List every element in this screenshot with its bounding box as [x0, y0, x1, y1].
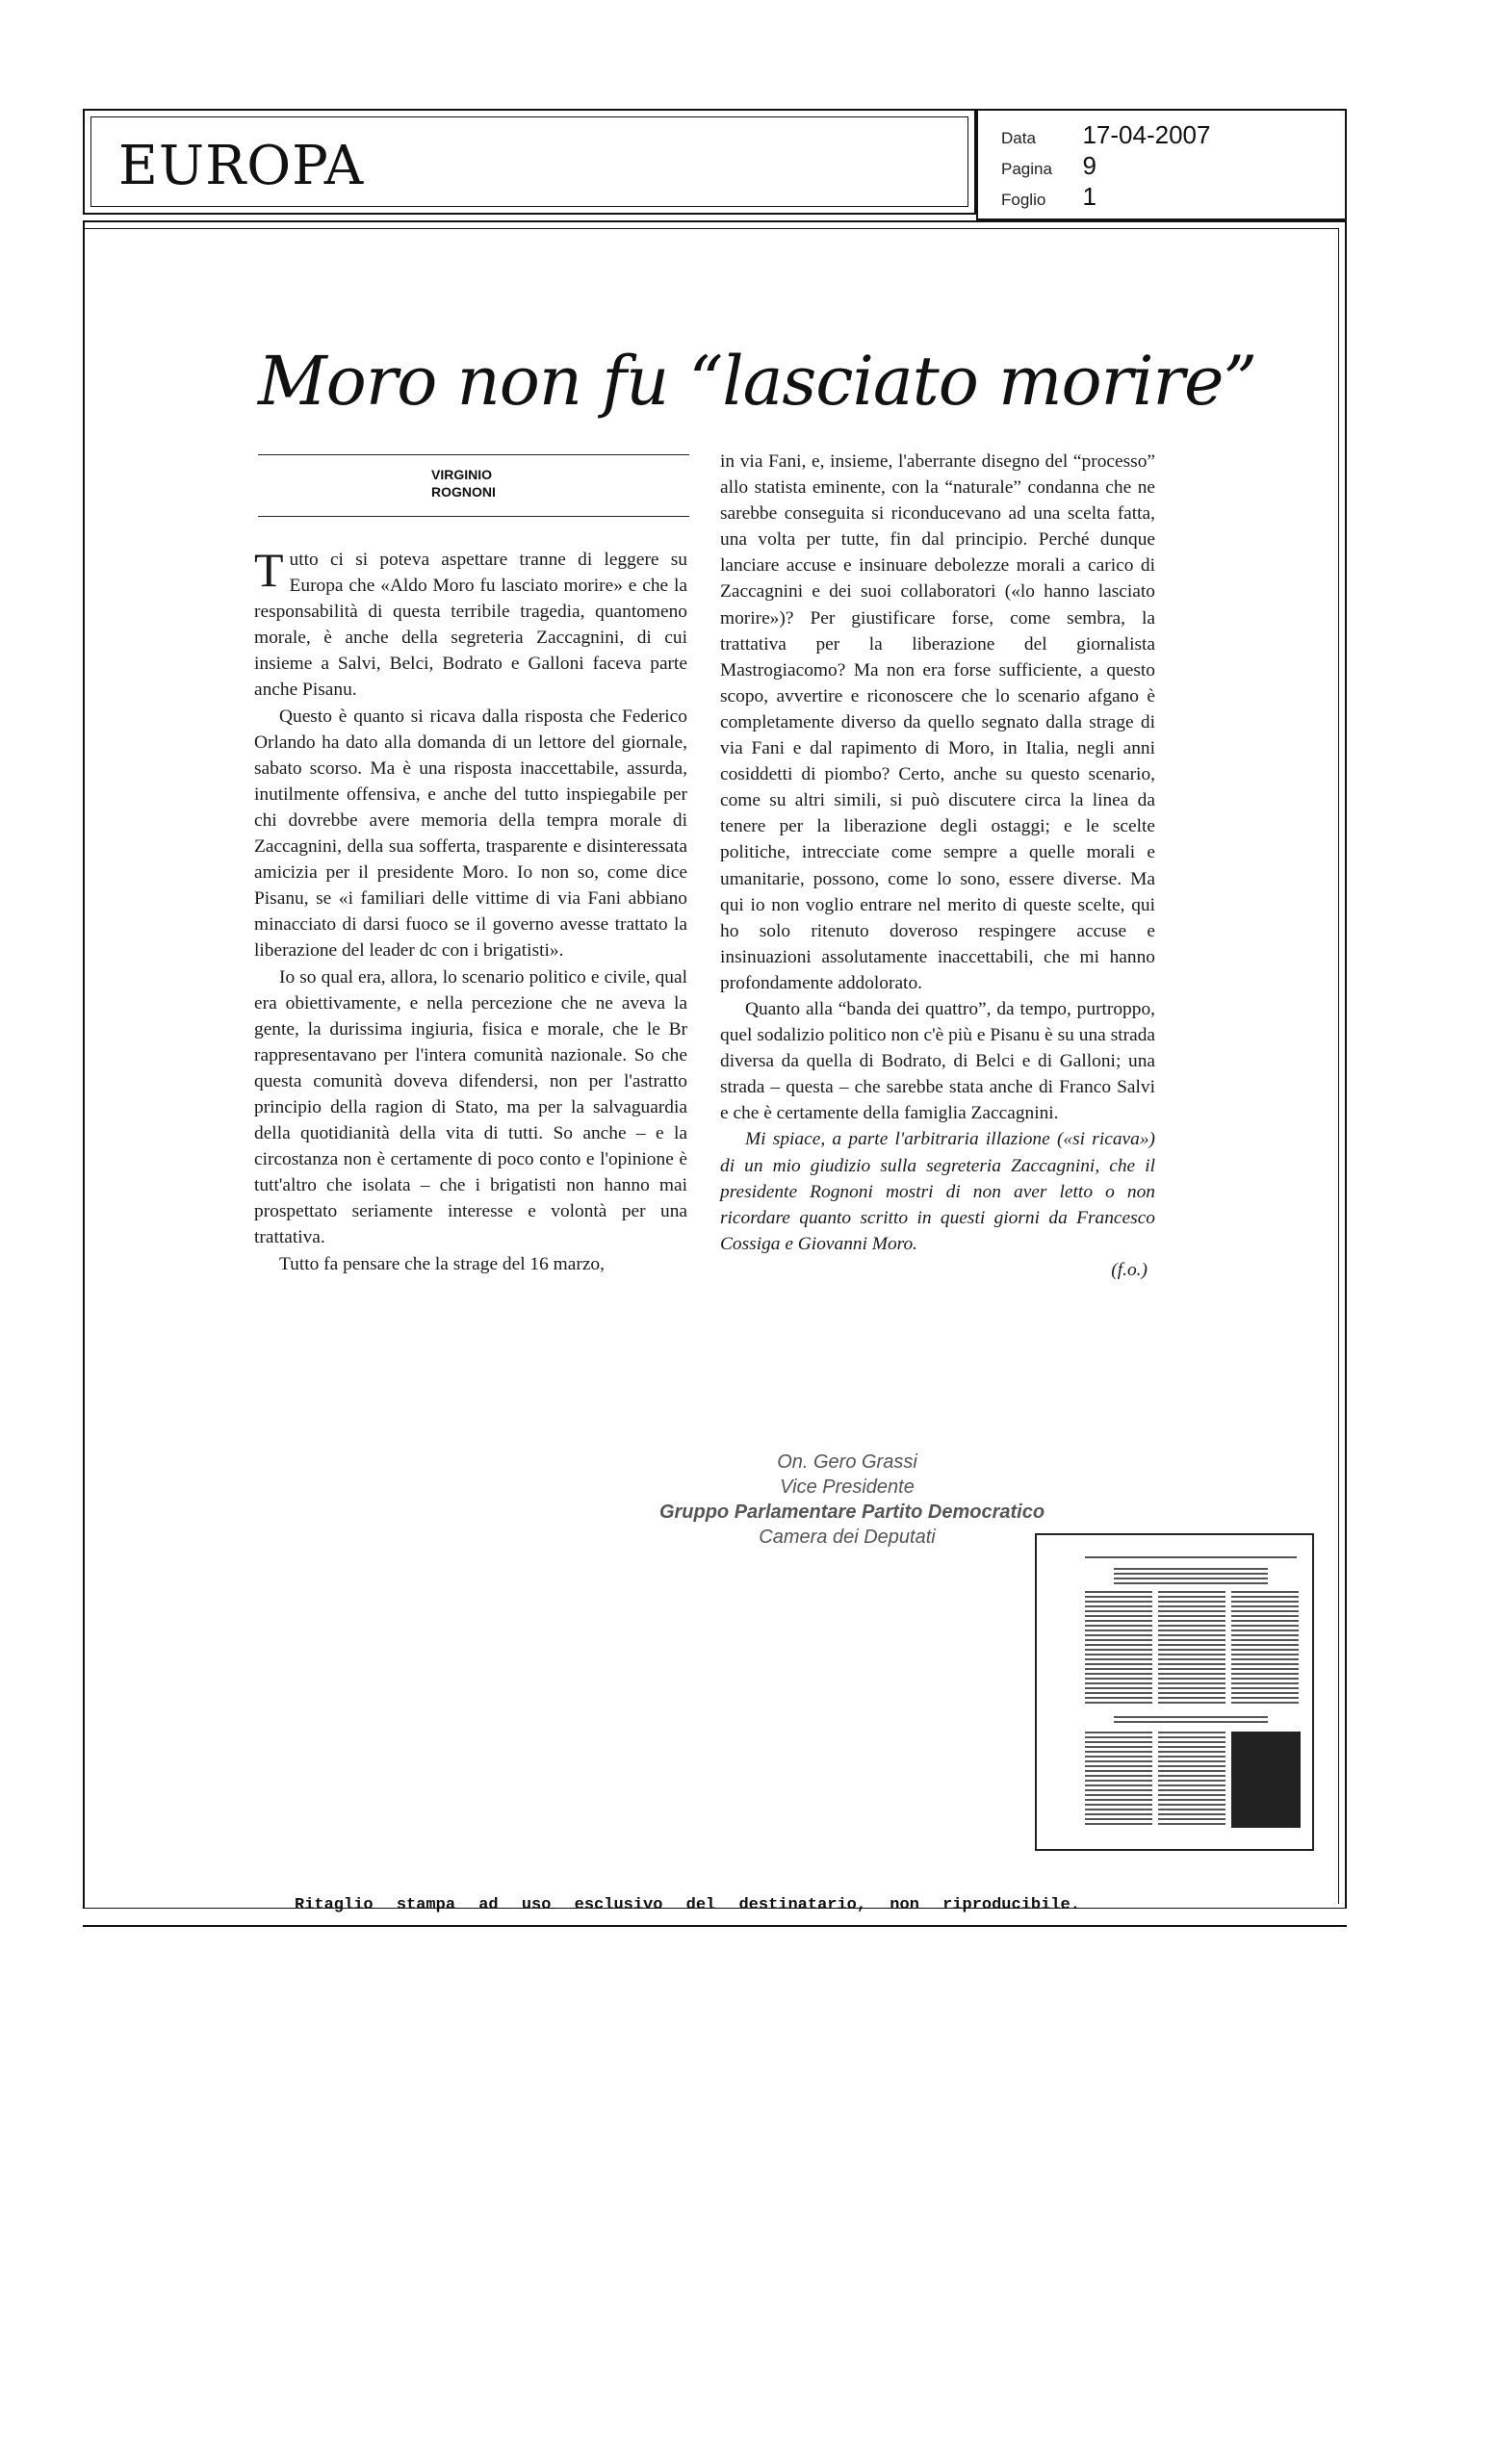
- byline-rule-bottom: [258, 516, 689, 517]
- meta-sheet-label: Foglio: [1001, 191, 1046, 209]
- paragraph-4: Tutto fa pensare che la strage del 16 marzo,: [279, 1253, 605, 1274]
- publication-header: [83, 109, 976, 215]
- meta-box: [976, 109, 1347, 220]
- footer-notice: Ritaglio stampa ad uso esclusivo del destinatario, non riproducibile.: [295, 1896, 1080, 1914]
- editor-note: Mi spiace, a parte l'arbitraria illazione («si ricava») di un mio giudizio sulla segreteria Zaccagnini, che il presidente Rognoni mostri di non aver letto o non ricordare quanto scritto in questi giorni da Francesco Cossiga e Giovanni Moro.: [720, 1129, 1155, 1254]
- byline-rule-top: [258, 454, 689, 455]
- thumb-title: [1114, 1568, 1268, 1585]
- thumb-col-3: [1231, 1591, 1299, 1707]
- paragraph-3: Io so qual era, allora, lo scenario politico e civile, qual era obiettivamente, e nella percezione che ne aveva la gente, la durissima ingiuria, fisica e morale, che le Br rappresentavano per l'intera comunità nazionale. So che questa comunità doveva difendersi, non per l'astratto principio della ragion di Stato, ma per la salvaguardia della quotidianità della vita di tutti. So anche – e la circostanza non è certamente di poco conto e l'opinione è tutt'altro che isolata – che i brigatisti non hanno mai prospettato seriamente interesse e volontà per una trattativa.: [254, 966, 687, 1248]
- byline-last-name: ROGNONI: [431, 484, 496, 500]
- signature-name: On. Gero Grassi: [777, 1451, 917, 1473]
- meta-date-label: Data: [1001, 129, 1036, 147]
- paragraph-2: Questo è quanto si ricava dalla risposta che Federico Orlando ha dato alla domanda di un lettore del giornale, sabato scorso. Ma è una risposta inaccettabile, assurda, inutilmente offensiva, e anche del tutto inspiegabile per chi dovrebbe avere memoria della tempra morale di Zaccagnini, della sua sofferta, trasparente e disinteressata amicizia per il presidente Moro. Io non so, come dice Pisanu, se «i familiari delle vittime di via Fani abbiano minacciato di darsi fuoco se il governo avesse trattato la liberazione del leader dc con i brigatisti».: [254, 706, 687, 962]
- thumb-dark-box: [1231, 1732, 1301, 1828]
- meta-sheet: [1001, 182, 1096, 212]
- signature-group: Gruppo Parlamentare Partito Democratico: [658, 1502, 1045, 1523]
- meta-date: [1001, 120, 1210, 150]
- paragraph-1: [254, 543, 687, 704]
- paragraph-5: in via Fani, e, insieme, l'aberrante disegno del “processo” allo statista eminente, con la “naturale” condanna che ne sarebbe conseguita si riconducevano ad una scelta fatta, una volta per tutte, fin dal principio. Perché dunque lanciare accuse e insinuare debolezze morali a carico di Zaccagnini e dei suoi collaboratori («lo hanno lasciato morire»)? Per giustificare forse, come sembra, la trattativa per la liberazione del giornalista Mastrogiacomo? Ma non era forse sufficiente, a questo scopo, avvertire e riconoscere che lo scenario afgano è completamente diverso da quello segnato dalla strage di via Fani e dal rapimento di Moro, in Italia, negli anni cosiddetti di piombo? Certo, anche su questo scenario, come su altri simili, si può discutere circa la linea da tenere per la liberazione degli ostaggi; e le scelte politiche, intrecciate come sempre a quelle morali e umanitarie, possono, come lo sono, essere diverse. Ma qui io non voglio entrare nel merito di queste scelte, qui ho solo ritenuto doveroso respingere accuse e insinuazioni assolutamente inaccettabili, che mi hanno profondamente addolorato.: [720, 451, 1155, 993]
- thumb-col-4: [1085, 1732, 1152, 1828]
- thumb-col-5: [1158, 1732, 1225, 1828]
- paragraph-6: Quanto alla “banda dei quattro”, da tempo, purtroppo, quel sodalizio politico non c'è più e Pisanu è su una strada diversa da quella di Bodrato, di Belci e di Galloni; una strada – questa – che sarebbe stata anche di Franco Salvi e che è certamente della famiglia Zaccagnini.: [720, 998, 1155, 1124]
- meta-page-label: Pagina: [1001, 160, 1052, 178]
- meta-date-value: 17-04-2007: [1082, 120, 1211, 149]
- article-right-column: [720, 449, 1155, 1283]
- byline: [431, 466, 496, 500]
- publication-header-inner: [90, 116, 968, 207]
- thumb-header-line: [1085, 1556, 1297, 1558]
- page-thumbnail-image: [1075, 1553, 1306, 1841]
- meta-page: [1001, 151, 1096, 181]
- meta-sheet-value: 1: [1082, 182, 1096, 211]
- thumb-col-2: [1158, 1591, 1225, 1707]
- signature-title: Vice Presidente: [780, 1476, 915, 1498]
- article-left-column: [254, 543, 687, 1277]
- paragraph-1-text: utto ci si poteva aspettare tranne di leggere su Europa che «Aldo Moro fu lasciato morire» e che la responsabilità di questa terribile tragedia, quantomeno morale, è anche della segreteria Zaccagnini, di cui insieme a Salvi, Belci, Bodrato e Galloni faceva parte anche Pisanu.: [254, 550, 687, 701]
- article-headline: Moro non fu “lasciato morire”: [258, 342, 1257, 421]
- publication-name: EUROPA: [118, 135, 365, 197]
- editor-note-signature: (f.o.): [1111, 1259, 1148, 1280]
- signature-chamber: Camera dei Deputati: [759, 1527, 936, 1548]
- page-thumbnail: [1035, 1533, 1314, 1851]
- thumb-col-1: [1085, 1591, 1152, 1707]
- byline-first-name: VIRGINIO: [431, 467, 493, 482]
- meta-page-value: 9: [1082, 151, 1096, 180]
- dropcap: T: [254, 543, 284, 597]
- thumb-subtitle: [1114, 1716, 1268, 1724]
